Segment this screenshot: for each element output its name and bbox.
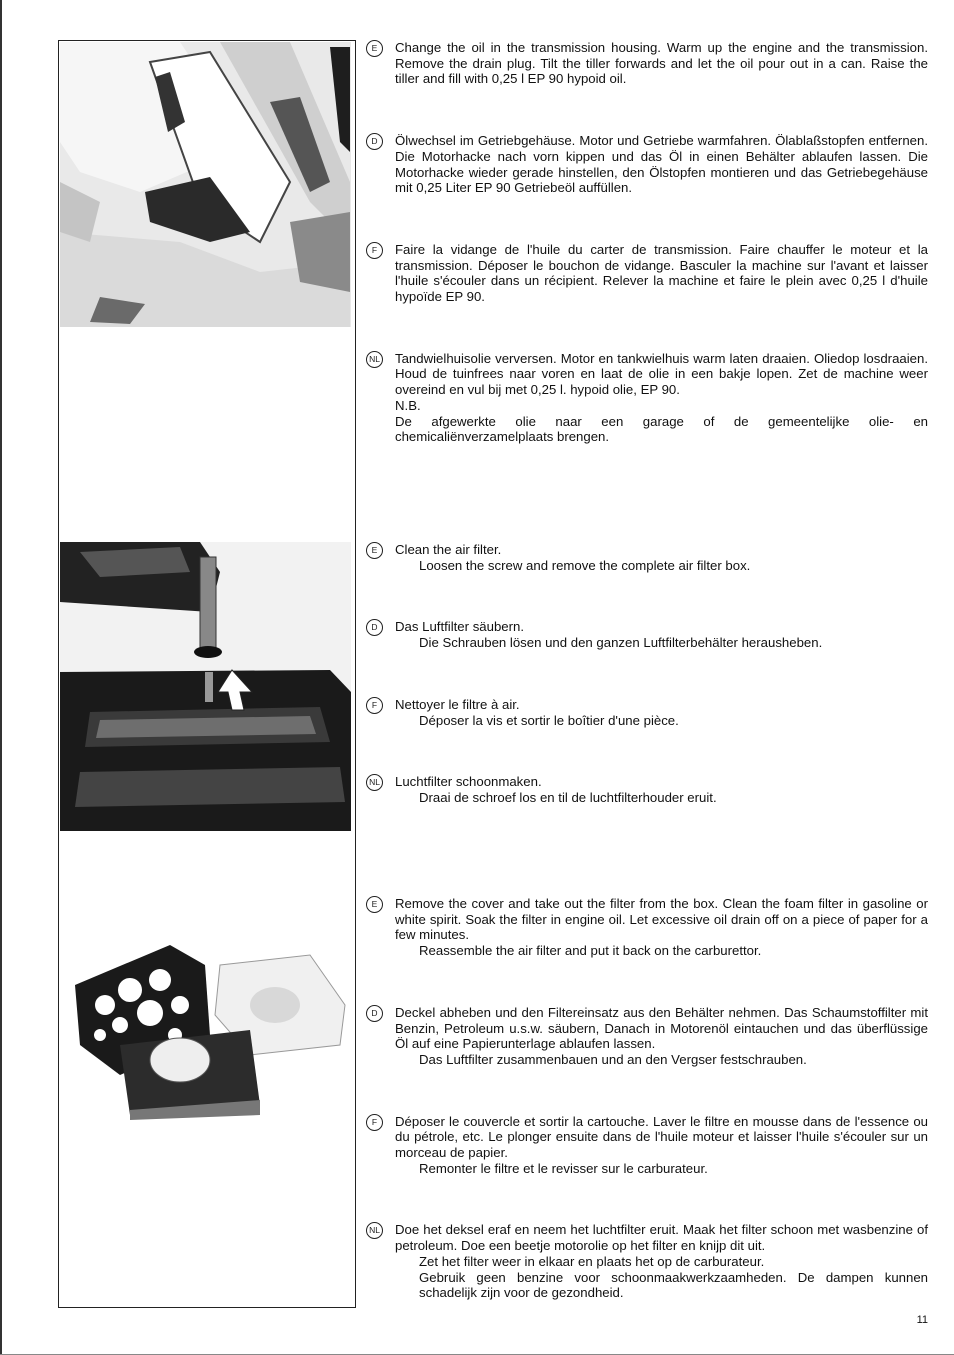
language-badge: NL — [366, 774, 383, 791]
language-badge: F — [366, 1114, 383, 1131]
paragraph-nl — [366, 774, 928, 805]
language-badge: E — [366, 896, 383, 913]
photo-oil-drain — [60, 42, 351, 327]
paragraph-text: Deckel abheben und den Filtereinsatz aus den Behälter nehmen. Das Schaumstoffilter mit Benzin, Petroleum u.s.w. säubern, Danach in Motorenöl eintauchen und das überflüssige Öl auf eine Papierunterlage ablaufen lassen. — [395, 1004, 928, 1052]
paragraph-text: Tandwielhuisolie verversen. Motor en tankwielhuis warm laten draaien. Oliedop losdraaien. Houd de tuinfrees naar voren en laat de olie in een bakje lopen. Zet de machine weer overeind en vul bij met 0,25 l. hypoid olie, EP 90. — [395, 350, 928, 398]
paragraph-text: Faire la vidange de l'huile du carter de transmission. Faire chauffer le moteur et la transmission. Déposer le bouchon de vidange. Basculer la machine sur l'avant et laisser l'huile s'écouler dans un récipient. Relever la machine et faire le plein avec 0,25 l d'huile hypoïde EP 90. — [395, 241, 928, 305]
language-badge: F — [366, 697, 383, 714]
language-badge: D — [366, 133, 383, 150]
paragraph-text: Zet het filter weer in elkaar en plaats het op de carburateur. — [419, 1253, 765, 1269]
paragraph-text: Das Luftfilter zusammenbauen und an den Vergser festschrauben. — [419, 1051, 807, 1067]
paragraph-e — [366, 40, 928, 87]
paragraph-nl — [366, 1222, 928, 1301]
paragraph-e — [366, 896, 928, 959]
page-number: 11 — [916, 1314, 928, 1326]
language-badge: E — [366, 40, 383, 57]
paragraph-title: Das Luftfilter säubern. — [395, 619, 525, 635]
paragraph-e — [366, 542, 928, 573]
paragraph-d — [366, 619, 928, 650]
language-badge: NL — [366, 1222, 383, 1239]
paragraph-f — [366, 242, 928, 305]
paragraph-text: Remove the cover and take out the filter from the box. Clean the foam filter in gasoline or white spirit. Soak the filter in engine oil. Let excessive oil drain off on a piece of paper for a few minutes. — [395, 896, 928, 943]
language-badge: D — [366, 1005, 383, 1022]
note-text: De afgewerkte olie naar een garage of de gemeentelijke olie- en chemicaliënverzamelplaats brengen. — [395, 413, 928, 445]
paragraph-text: Change the oil in the transmission housing. Warm up the engine and the transmission. Remove the drain plug. Tilt the tiller forwards and let the oil pour out in a can. Raise the tiller and fill with 0,25 l EP 90 hypoid oil. — [395, 40, 928, 87]
language-badge: E — [366, 542, 383, 559]
section-oil-change — [366, 40, 928, 445]
paragraph-text: Draai de schroef los en til de luchtfilterhouder eruit. — [419, 789, 717, 805]
paragraph-text: Loosen the screw and remove the complete air filter box. — [419, 557, 751, 573]
paragraph-text: Doe het deksel eraf en neem het luchtfilter eruit. Maak het filter schoon met wasbenzine of petroleum. Doe een beetje motorolie op het filter en knijp dit uit. — [395, 1222, 928, 1254]
paragraph-f — [366, 1114, 928, 1177]
photo-filter-parts — [60, 935, 351, 1125]
paragraph-title: Clean the air filter. — [395, 542, 502, 557]
photo-air-filter-box — [60, 542, 351, 831]
paragraph-f — [366, 697, 928, 728]
paragraph-title: Luchtfilter schoonmaken. — [395, 774, 542, 790]
language-badge: D — [366, 619, 383, 636]
page-left-edge — [0, 0, 2, 1355]
language-badge: F — [366, 242, 383, 259]
section-filter-cleaning — [366, 896, 928, 1301]
paragraph-text: Remonter le filtre et le revisser sur le carburateur. — [419, 1160, 708, 1176]
paragraph-text: Ölwechsel im Getriebgehäuse. Motor und Getriebe warmfahren. Ölablaßstopfen entfernen. Die Motorhacke nach vorn kippen und das Öl in einen Behälter ablaufen lassen. Die Motorhacke wieder gerade hinstellen, den Ölstopfen montieren und das Getriebegehäuse mit 0,25 Liter EP 90 Getriebeöl auffüllen. — [395, 133, 928, 196]
note-label: N.B. — [395, 397, 421, 413]
paragraph-nl — [366, 351, 928, 445]
language-badge: NL — [366, 351, 383, 368]
paragraph-text: Déposer la vis et sortir le boîtier d'une pièce. — [419, 712, 679, 728]
paragraph-text: Die Schrauben lösen und den ganzen Luftfilterbehälter herausheben. — [419, 635, 823, 651]
paragraph-title: Nettoyer le filtre à air. — [395, 696, 520, 712]
paragraph-text: Déposer le couvercle et sortir la cartouche. Laver le filtre en mousse dans de l'essence ou du pétrole, etc. Le plonger ensuite dans de l'huile moteur et laisser l'huile s'écouler sur un morceau de papier. — [395, 1113, 928, 1161]
paragraph-d — [366, 133, 928, 196]
warning-text: Gebruik geen benzine voor schoonmaakwerkzaamheden. De dampen kunnen schadelijk zijn voor de gezondheid. — [419, 1269, 928, 1301]
section-air-filter-removal — [366, 542, 928, 806]
paragraph-d — [366, 1005, 928, 1068]
paragraph-text: Reassemble the air filter and put it back on the carburettor. — [419, 943, 762, 959]
